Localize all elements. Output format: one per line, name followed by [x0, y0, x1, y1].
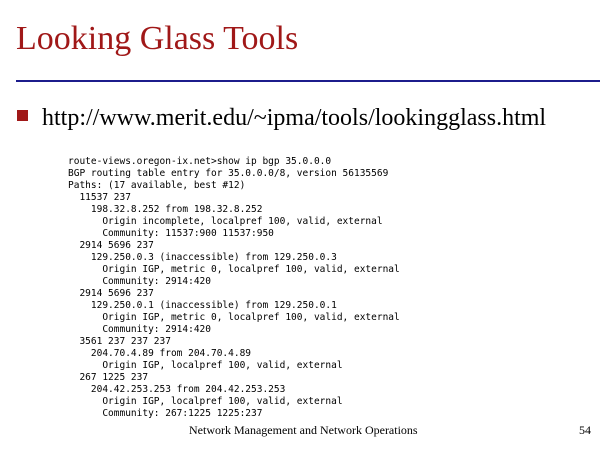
terminal-line: Community: 2914:420 [68, 276, 211, 287]
terminal-line: 204.42.253.253 from 204.42.253.253 [68, 384, 286, 395]
terminal-line: Origin IGP, metric 0, localpref 100, valid, external [68, 312, 400, 323]
terminal-line: 198.32.8.252 from 198.32.8.252 [68, 204, 263, 215]
terminal-line: 204.70.4.89 from 204.70.4.89 [68, 348, 252, 359]
slide-title: Looking Glass Tools [16, 20, 299, 57]
terminal-line: 2914 5696 237 [68, 240, 154, 251]
footer-title: Network Management and Network Operations [189, 423, 418, 437]
bullet-url-text: http://www.merit.edu/~ipma/tools/lookingglass.html [42, 105, 547, 131]
terminal-line: 11537 237 [68, 192, 131, 203]
terminal-line: 129.250.0.3 (inaccessible) from 129.250.0.3 [68, 252, 337, 263]
terminal-line: route-views.oregon-ix.net>show ip bgp 35.0.0.0 [68, 156, 332, 167]
terminal-line: Paths: (17 available, best #12) [68, 180, 246, 191]
terminal-line: Origin IGP, localpref 100, valid, external [68, 396, 343, 407]
terminal-line: Community: 11537:900 11537:950 [68, 228, 274, 239]
square-bullet-icon [17, 110, 28, 121]
terminal-line: Community: 2914:420 [68, 324, 211, 335]
terminal-line: Origin incomplete, localpref 100, valid, external [68, 216, 383, 227]
terminal-line: 129.250.0.1 (inaccessible) from 129.250.0.1 [68, 300, 337, 311]
title-divider [16, 80, 600, 82]
terminal-line: Origin IGP, metric 0, localpref 100, valid, external [68, 264, 400, 275]
terminal-line: Community: 267:1225 1225:237 [68, 408, 263, 419]
terminal-line: BGP routing table entry for 35.0.0.0/8, version 56135569 [68, 168, 389, 179]
terminal-line: 267 1225 237 [68, 372, 149, 383]
terminal-line: 3561 237 237 237 [68, 336, 171, 347]
page-number: 54 [579, 423, 591, 437]
terminal-line: Origin IGP, localpref 100, valid, external [68, 360, 343, 371]
terminal-line: 2914 5696 237 [68, 288, 154, 299]
terminal-output [68, 156, 400, 420]
